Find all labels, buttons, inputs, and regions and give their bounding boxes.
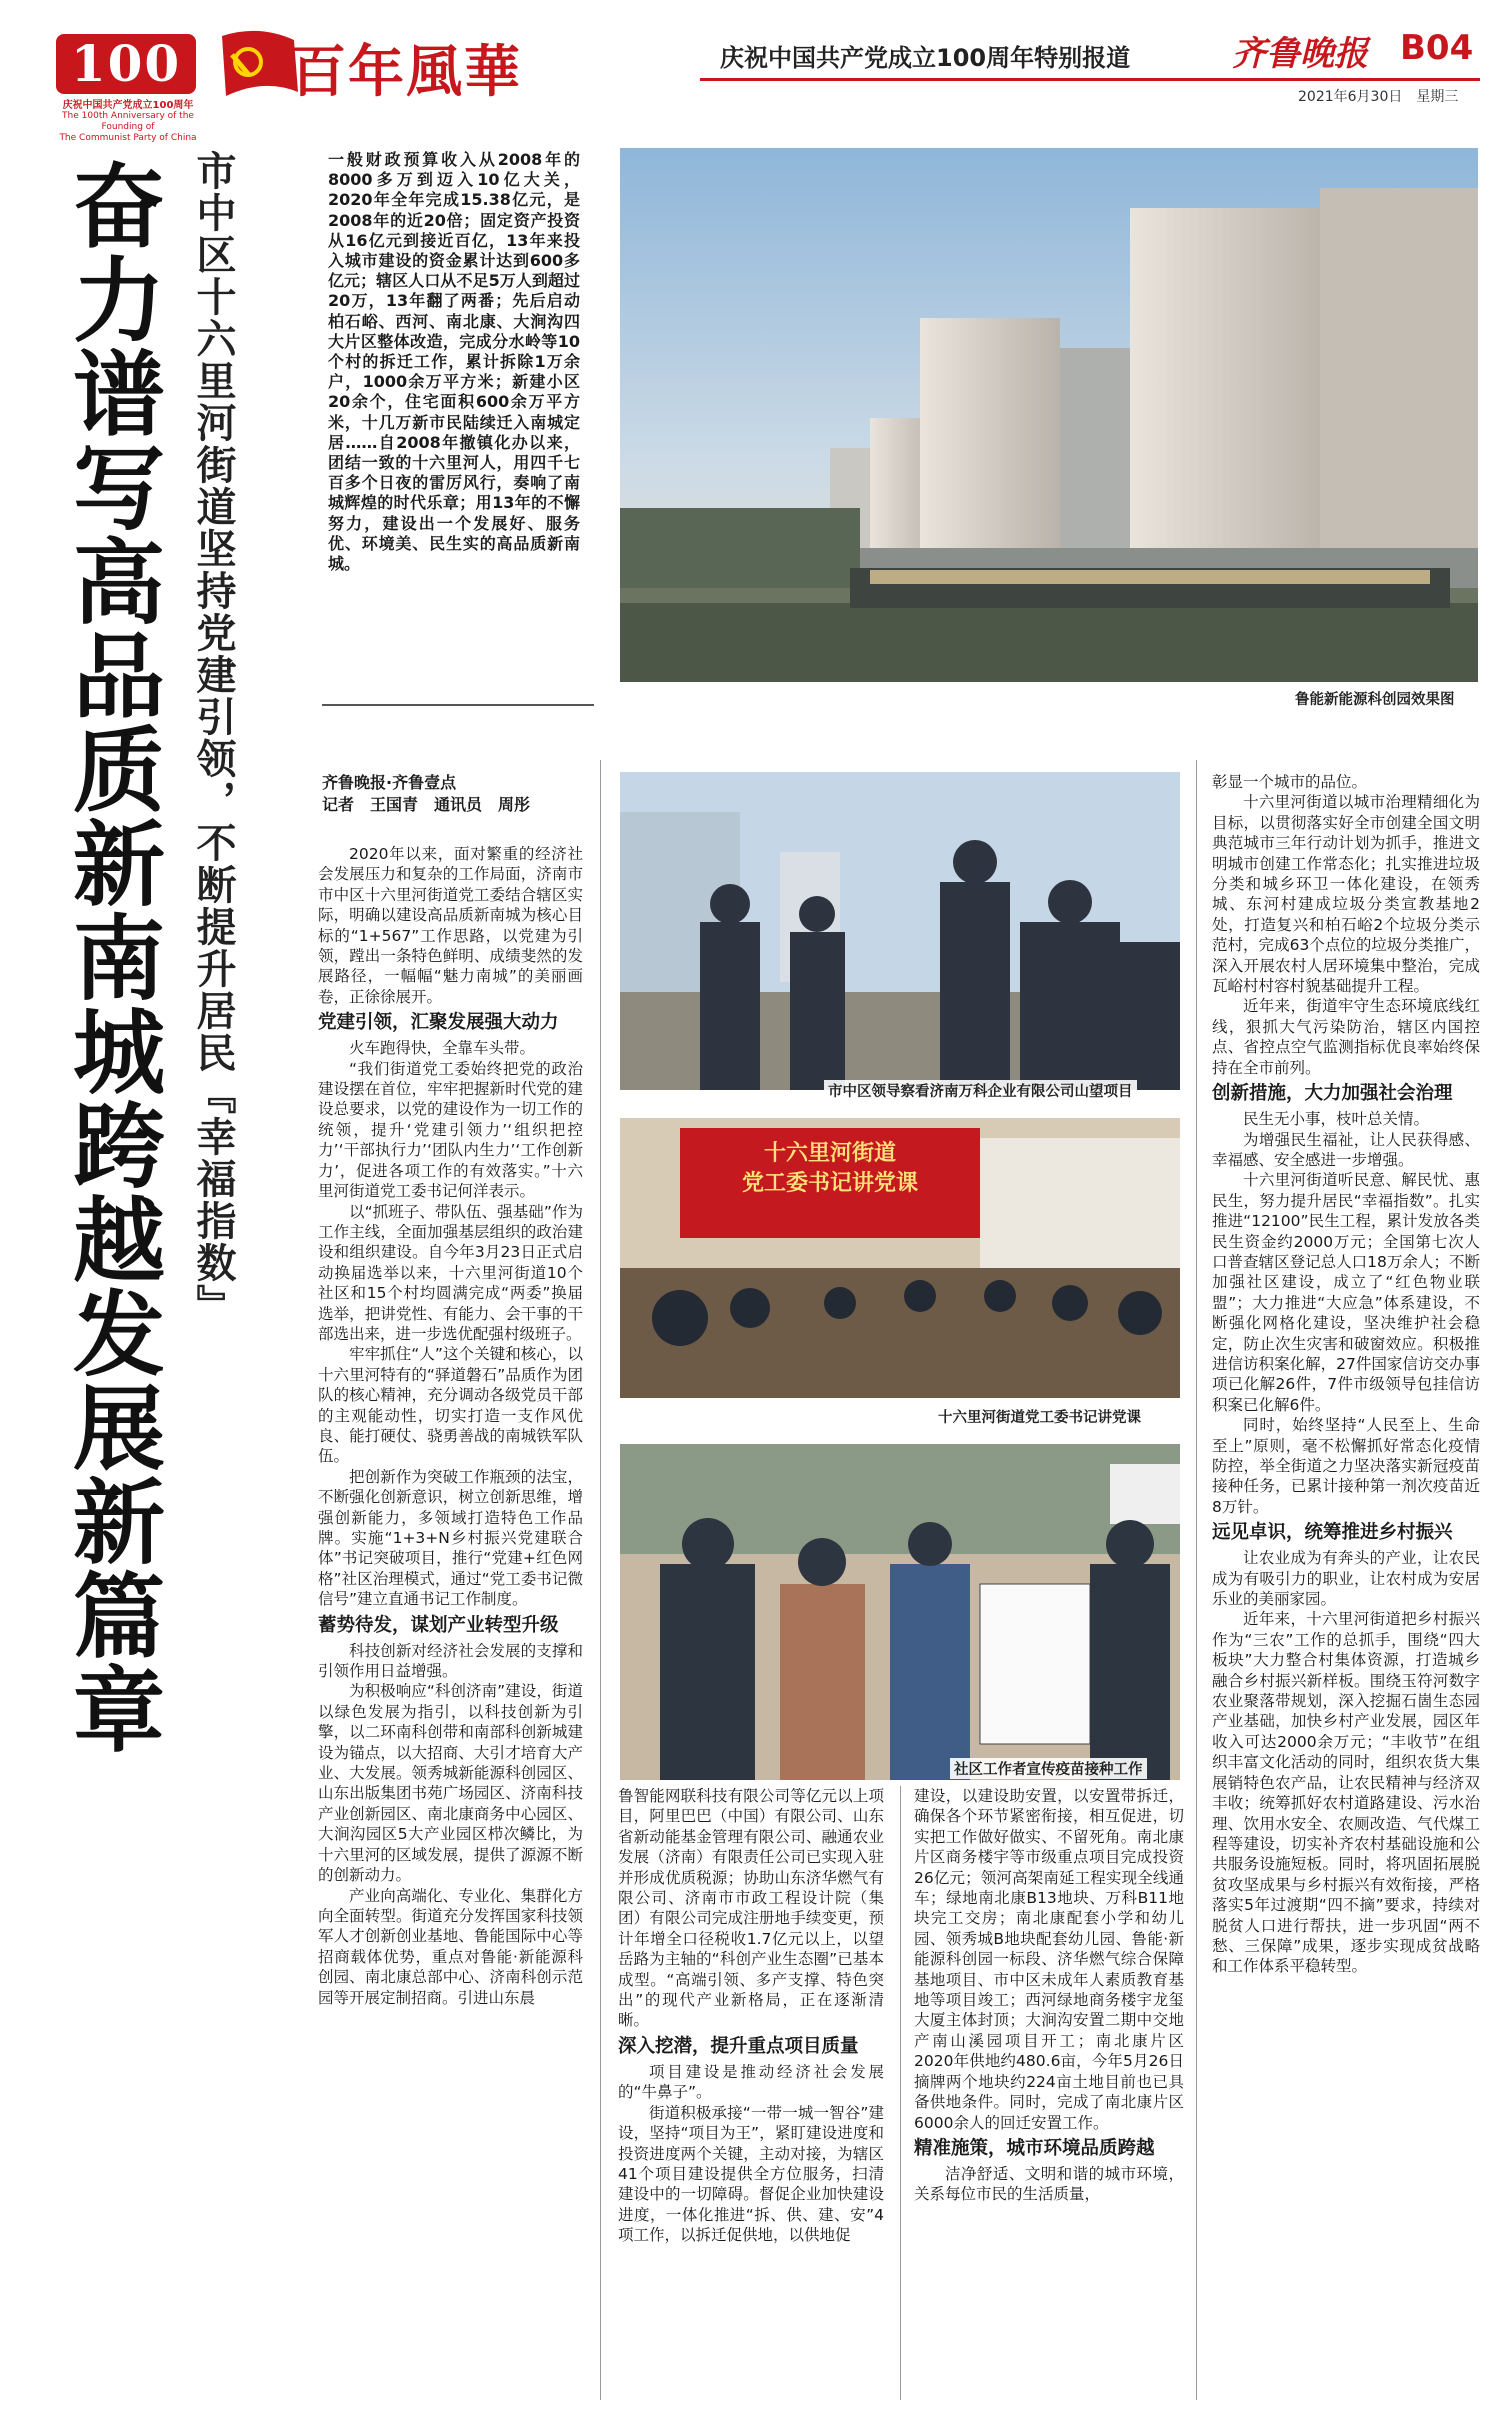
logo-line-en-2: The Communist Party of China [59,133,197,143]
paragraph: 建设，以建设助安置，以安置带拆迁，确保各个环节紧密衔接，相互促进，切实把工作做好做实、不留死角。南北康片区商务楼宇等市级重点项目完成投资26亿元；领河高架南延工程实现全线通车；绿地南北康B13地块、万科B11地块完工交房；南北康配套小学和幼儿园、领秀城B地块配套幼儿园、鲁能·新能源科创园一标段、济华燃气综合保障基地项目、市中区未成年人素质教育基地等项目竣工；西河绿地商务楼宇龙玺大厦主体封顶；大涧沟安置二期中交地产南山溪园项目开工；南北康片区2020年供地约480.6亩，今年5月26日摘牌两个地块约224亩土地目前也已具备供地条件。同时，完成了南北康片区6000余人的回迁安置工作。 [914,1787,1184,2132]
article-column-2 [618,1786,884,2246]
photo-vaccination-caption: 社区工作者宣传疫苗接种工作 [950,1758,1147,1779]
paragraph: 彰显一个城市的品位。 [1212,773,1368,791]
column-divider [1196,760,1197,2400]
top-photo-caption: 鲁能新能源科创园效果图 [1295,692,1455,708]
photo-vaccination-promo [620,1444,1180,1780]
byline [322,772,592,816]
column-name: 百年風華 [290,39,522,105]
column-divider [900,1786,901,2400]
paragraph: 十六里河街道听民意、解民忧、惠民生，努力提升居民“幸福指数”。扎实推进“12100”民生工程，累计发放各类民生资金约2000万元；全国第七次人口普查辖区登记总人口18万余人；不断加强社区建设，成立了“红色物业联盟”；大力推进“大应急”体系建设，不断强化网格化建设，坚决维护社会稳定，防止次生灾害和破窗效应。积极推进信访积案化解，27件国家信访交办事项已化解26件，7件市级领导包挂信访积案已化解6件。 [1212,1171,1480,1414]
paragraph: 鲁智能网联科技有限公司等亿元以上项目，阿里巴巴（中国）有限公司、山东省新动能基金管理有限公司、融通农业发展（济南）有限责任公司已实现入驻并形成优质税源；协助山东济华燃气有限公司、济南市市政工程设计院（集团）有限公司完成注册地手续变更，预计年增全口径税收1.7亿元以上，以望岳路为主轴的“科创产业生态圈”已基本成型。“高端引领、多产支撑、特色突出”的现代产业新格局，正在逐渐清晰。 [618,1787,884,2030]
centenary-logo-caption [48,100,208,144]
header-rule [700,78,1480,81]
article-column-4 [1212,772,1480,1977]
paragraph: 把创新作为突破工作瓶颈的法宝，不断强化创新意识，树立创新思维，增强创新能力，多领域打造特色工作品牌。实施“1+3+N乡村振兴党建联合体”书记突破项目，推行“党建+红色网格”社区治理模式，通过“党工委书记微信号”建立直通书记工作制度。 [318,1467,583,1609]
paragraph: 火车跑得快，全靠车头带。 [349,1039,536,1058]
logo-line-en-1: The 100th Anniversary of the Founding of [62,111,194,132]
paragraph: 民生无小事，枝叶总关情。 [1243,1110,1430,1129]
photo-party-lecture-caption: 十六里河街道党工委书记讲党课 [938,1410,1141,1426]
byline-reporters: 记者 王国青 通讯员 周彤 [322,795,531,814]
paragraph: 科技创新对经济社会发展的支撑和引领作用日益增强。 [318,1641,583,1681]
logo-line-cn: 庆祝中国共产党成立100周年 [62,100,194,111]
section-heading [618,2034,884,2059]
paragraph: 让农业成为有奔头的产业，让农民成为有吸引力的职业，让农村成为安居乐业的美丽家园。 [1212,1549,1480,1609]
section-heading [318,1613,583,1638]
paragraph: 牢牢抓住“人”这个关键和核心，以十六里河特有的“驿道磐石”品质作为团队的核心精神，充分调动各级党员干部的主观能动性，切实打造一支作风优良、能打硬仗、骁勇善战的南城铁军队伍。 [318,1345,583,1466]
section-heading [1212,1081,1480,1106]
lead-paragraph: 一般财政预算收入从2008年的8000多万到迈入10亿大关，2020年全年完成15.38亿元，是2008年的近20倍；固定资产投资从16亿元到接近百亿，13年来投入城市建设的资金累计达到600多亿元；辖区人口从不足5万人到超过20万，13年翻了两番；先后启动柏石峪、西河、南北康、大涧沟四大片区整体改造，完成分水岭等10个村的拆迁工作，累计拆除1万余户，1000余万平方米；新建小区20余个，住宅面积600余万平方米，十几万新市民陆续迁入南城定居……自2008年撤镇化办以来，团结一致的十六里河人，用四千七百多个日夜的雷厉风行，奏响了南城辉煌的时代乐章；用13年的不懈努力，建设出一个发展好、服务优、环境美、民生实的高品质新南城。 [328,150,580,574]
page-number: B04 [1400,28,1474,68]
lead-rule [322,704,594,706]
paragraph: 洁净舒适、文明和谐的城市环境，关系每位市民的生活质量， [914,2164,1184,2204]
article-column-1 [318,844,583,2008]
article-column-3 [914,1786,1184,2205]
section-heading [914,2136,1184,2161]
special-report-label: 庆祝中国共产党成立100周年特别报道 [720,44,1131,72]
section-heading [1212,1520,1480,1545]
paragraph: 十六里河街道以城市治理精细化为目标，以贯彻落实好全市创建全国文明典范城市三年行动计划为抓手，推进文明城市创建工作常态化；扎实推进垃圾分类和城乡环卫一体化建设，在领秀城、东河村建成垃圾分类宣教基地2处，打造复兴和柏石峪2个垃圾分类示范村，完成63个点位的垃圾分类推广，深入开展农村人居环境集中整治，完成瓦峪村村容村貌基础提升工程。 [1212,793,1480,996]
section-title-party: 党建引领，汇聚发展强大动力 [318,1012,559,1034]
section-title-governance: 创新措施，大力加强社会治理 [1212,1083,1453,1105]
sub-headline: 市中区十六里河街道坚持党建引领，不断提升居民『幸福指数』 [190,150,237,1326]
section-title-rural: 远见卓识，统筹推进乡村振兴 [1212,1522,1453,1544]
newspaper-name: 齐鲁晚报 [1232,34,1368,74]
top-photo-rendering [620,148,1478,682]
section-heading [318,1010,583,1035]
section-title-environment: 精准施策，城市环境品质跨越 [914,2137,1155,2159]
banner-line-1: 十六里河街道 [763,1140,896,1166]
paragraph: 2020年以来，面对繁重的经济社会发展压力和复杂的工作局面，济南市市中区十六里河街道党工委结合辖区实际，明确以建设高品质新南城为核心目标的“1+567”工作思路，以党建为引领，蹚出一条特色鲜明、成绩斐然的发展路径，一幅幅“魅力南城”的美丽画卷，正徐徐展开。 [318,845,583,1006]
paragraph: 为增强民生福祉，让人民获得感、幸福感、安全感进一步增强。 [1212,1130,1480,1169]
byline-outlet: 齐鲁晚报·齐鲁壹点 [322,773,457,792]
paragraph: 近年来，十六里河街道把乡村振兴作为“三农”工作的总抓手，围绕“四大板块”大力整合村集体资源，打造城乡融合乡村振兴新样板。围绕玉符河数字农业聚落带规划，深入挖掘石崮生态园产业基础，加快乡村产业发展，园区年收入可达2000余万元；“丰收节”在组织丰富文化活动的同时，组织农货大集展销特色农产品，让农民精神与经济双丰收；统筹抓好农村道路建设、污水治理、饮用水安全、农厕改造、气代煤工程等建设，切实补齐农村基础设施和公共服务设施短板。同时，将巩固拓展脱贫攻坚成果与乡村振兴有效衔接，严格落实5年过渡期“四不摘”要求，持续对脱贫人口进行帮扶，进一步巩固“两不愁、三保障”成果，逐步实现成贫战略和工作体系平稳转型。 [1212,1610,1480,1976]
paragraph: “我们街道党工委始终把党的政治建设摆在首位，牢牢把握新时代党的建设总要求，以党的建设作为一切工作的统领，提升‘党建引领力’‘组织把控力’‘干部执行力’‘团队内生力’‘工作创新力’，促进各项工作的有效落实。”十六里河街道党工委书记何洋表示。 [318,1059,583,1201]
paragraph: 近年来，街道牢守生态环境底线红线，狠抓大气污染防治，辖区内国控点、省控点空气监测指标优良率始终保持在全市前列。 [1212,997,1480,1077]
issue-date: 2021年6月30日 星期三 [1298,89,1459,105]
paragraph: 为积极响应“科创济南”建设，街道以绿色发展为指引，以科技创新为引擎，以二环南科创带和南部科创新城建设为锚点，以大招商、大引才培育大产业、大发展。领秀城新能源科创园区、山东出版集团书苑广场园区、济南科技产业创新园区、南北康商务中心园区、大涧沟园区5大产业园区栉次鳞比，为十六里河的区域发展，提供了源源不断的创新动力。 [318,1682,583,1885]
column-divider [600,760,601,2400]
paragraph: 以“抓班子、带队伍、强基础”作为工作主线，全面加强基层组织的政治建设和组织建设。自今年3月23日正式启动换届选举以来，十六里河街道10个社区和15个村均圆满完成“两委”换届选举，把讲党性、有能力、会干事的干部选出来，进一步选优配强村级班子。 [318,1202,583,1343]
paragraph: 同时，始终坚持“人民至上、生命至上”原则，毫不松懈抓好常态化疫情防控，举全街道之力坚决落实新冠疫苗接种任务，已累计接种第一剂次疫苗近8万针。 [1212,1416,1480,1516]
photo-site-visit [620,772,1180,1090]
section-title-projects: 深入挖潜，提升重点项目质量 [618,2035,859,2057]
centenary-logo: 100 [56,34,196,94]
paragraph: 产业向高端化、专业化、集群化方向全面转型。街道充分发挥国家科技领军人才创新创业基地、鲁能国际中心等招商载体优势，重点对鲁能·新能源科创园、南北康总部中心、济南科创示范园等开展定制招商。引进山东晨 [318,1886,583,2007]
paragraph: 项目建设是推动经济社会发展的“牛鼻子”。 [618,2062,884,2102]
lecture-banner-text [690,1138,970,1198]
section-title-industry: 蓄势待发，谋划产业转型升级 [318,1614,559,1636]
banner-line-2: 党工委书记讲党课 [741,1170,918,1196]
photo-site-visit-caption: 市中区领导察看济南万科企业有限公司山望项目 [824,1080,1137,1101]
main-headline: 奋力谱写高品质新南城跨越发展新篇章 [58,158,166,1756]
paragraph: 街道积极承接“一带一城一智谷”建设，坚持“项目为王”，紧盯建设进度和投资进度两个关键，主动对接，为辖区41个项目建设提供全方位服务，扫清建设中的一切障碍。督促企业加快建设进度，一体化推进“拆、供、建、安”4项工作，以拆迁促供地，以供地促 [618,2103,884,2245]
